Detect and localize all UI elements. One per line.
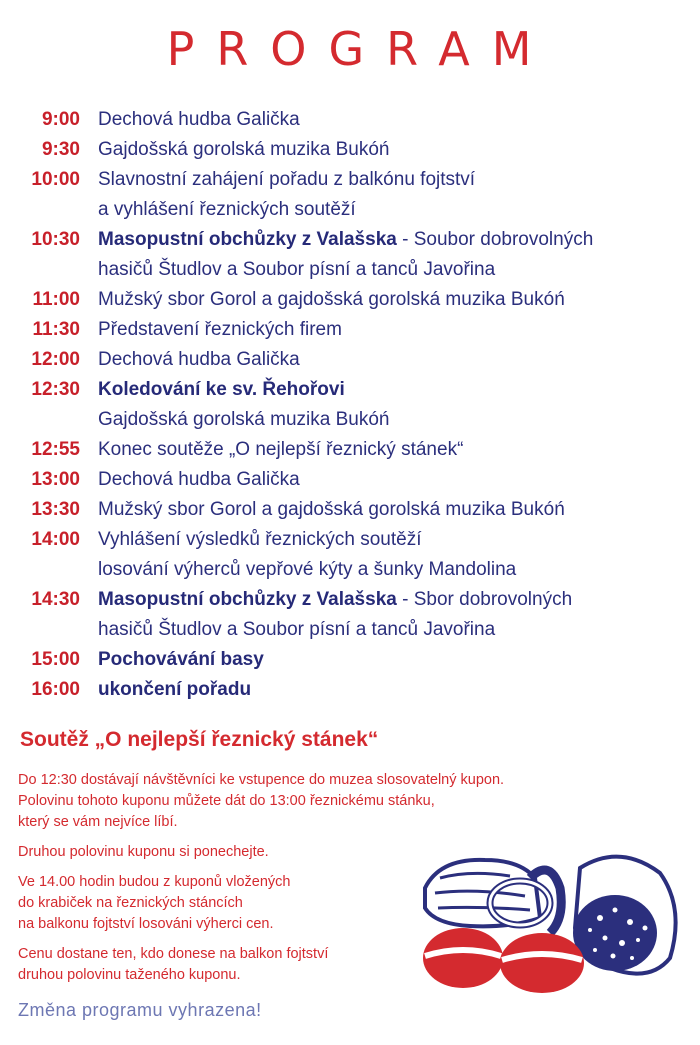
rules-line: Druhou polovinu kuponu si ponechejte. (18, 844, 269, 860)
schedule-text: Gajdošská gorolská muzika Bukóń (98, 139, 390, 160)
rules-line: do krabiček na řeznických stáncích (18, 895, 243, 911)
rules-line: který se vám nejvíce líbí. (18, 814, 178, 830)
program-change-note: Změna programu vyhrazena! (18, 1000, 262, 1020)
schedule-row (0, 345, 700, 375)
schedule-list (0, 105, 700, 705)
schedule-text: Vyhlášení výsledků řeznických soutěží (98, 529, 422, 550)
schedule-description (98, 495, 688, 525)
schedule-row (0, 135, 700, 165)
contest-title: Soutěž „O nejlepší řeznický stánek“ (20, 728, 379, 751)
schedule-text: Představení řeznických firem (98, 319, 342, 340)
schedule-time: 14:00 (31, 529, 80, 550)
schedule-text: - Soubor dobrovolných (396, 229, 594, 250)
schedule-description (98, 375, 688, 405)
schedule-description (98, 345, 688, 375)
schedule-time: 15:00 (31, 649, 80, 670)
schedule-row (0, 285, 700, 315)
schedule-time: 11:00 (32, 289, 80, 310)
schedule-row (0, 105, 700, 135)
schedule-time: 16:00 (31, 679, 80, 700)
schedule-time: 13:30 (31, 499, 80, 520)
schedule-highlight: Koledování ke sv. Řehořovi (98, 379, 345, 400)
schedule-description (98, 645, 688, 675)
schedule-row (0, 165, 700, 195)
rules-line: Polovinu tohoto kuponu můžete dát do 13:00 řeznickému stánku, (18, 793, 435, 809)
rules-paragraph (18, 770, 688, 833)
schedule-description (98, 105, 688, 135)
schedule-row (0, 435, 700, 465)
schedule-row (0, 585, 700, 615)
schedule-description (98, 285, 688, 315)
meat-products-illustration (400, 848, 690, 993)
schedule-description (98, 135, 688, 165)
schedule-text: Dechová hudba Galička (98, 469, 300, 490)
schedule-text: Mužský sbor Gorol a gajdošská gorolská muzika Bukóń (98, 499, 565, 520)
schedule-time: 10:00 (31, 169, 80, 190)
schedule-row (0, 315, 700, 345)
schedule-description (98, 525, 688, 555)
schedule-description (98, 225, 688, 255)
rules-line: druhou polovinu taženého kuponu. (18, 967, 241, 983)
schedule-time: 9:00 (41, 109, 80, 130)
schedule-time: 13:00 (31, 469, 80, 490)
schedule-row (0, 375, 700, 405)
schedule-time: 14:30 (31, 589, 80, 610)
schedule-text: Mužský sbor Gorol a gajdošská gorolská muzika Bukóń (98, 289, 565, 310)
rules-line: Ve 14.00 hodin budou z kuponů vložených (18, 874, 291, 890)
schedule-row (0, 525, 700, 555)
schedule-highlight: Masopustní obchůzky z Valašska (98, 589, 397, 610)
schedule-highlight: ukončení pořadu (98, 679, 252, 700)
rules-line: Cenu dostane ten, kdo donese na balkon fojtství (18, 946, 329, 962)
schedule-description (98, 165, 688, 195)
schedule-continuation: losování výherců vepřové kýty a šunky Mandolina (98, 559, 517, 580)
schedule-continuation: hasičů Študlov a Soubor písní a tanců Javořina (98, 619, 496, 640)
schedule-row (0, 645, 700, 675)
schedule-text: Dechová hudba Galička (98, 349, 300, 370)
schedule-row (0, 225, 700, 255)
schedule-highlight: Masopustní obchůzky z Valašska (98, 229, 397, 250)
schedule-time: 12:55 (31, 439, 80, 460)
rules-line: Do 12:30 dostávají návštěvníci ke vstupence do muzea slosovatelný kupon. (18, 772, 505, 788)
schedule-description (98, 315, 688, 345)
schedule-row (0, 675, 700, 705)
schedule-row (0, 465, 700, 495)
schedule-continuation: hasičů Študlov a Soubor písní a tanců Javořina (98, 259, 496, 280)
rules-line: na balkonu fojtství losováni výherci cen. (18, 916, 274, 932)
schedule-time: 12:00 (31, 349, 80, 370)
schedule-text: Dechová hudba Galička (98, 109, 300, 130)
schedule-text: - Sbor dobrovolných (396, 589, 573, 610)
schedule-continuation: a vyhlášení řeznických soutěží (98, 199, 356, 220)
schedule-time: 11:30 (32, 319, 80, 340)
schedule-time: 10:30 (31, 229, 80, 250)
schedule-time: 9:30 (41, 139, 80, 160)
schedule-text: Konec soutěže „O nejlepší řeznický stánek“ (98, 439, 464, 460)
schedule-row (0, 495, 700, 525)
schedule-time: 12:30 (31, 379, 80, 400)
schedule-description (98, 675, 688, 705)
schedule-text: Slavnostní zahájení pořadu z balkónu fojtství (98, 169, 476, 190)
schedule-description (98, 585, 688, 615)
schedule-continuation: Gajdošská gorolská muzika Bukóń (98, 409, 390, 430)
schedule-highlight: Pochovávání basy (98, 649, 264, 670)
schedule-description (98, 435, 688, 465)
page-title: PROGRAM (166, 22, 554, 76)
schedule-description (98, 465, 688, 495)
